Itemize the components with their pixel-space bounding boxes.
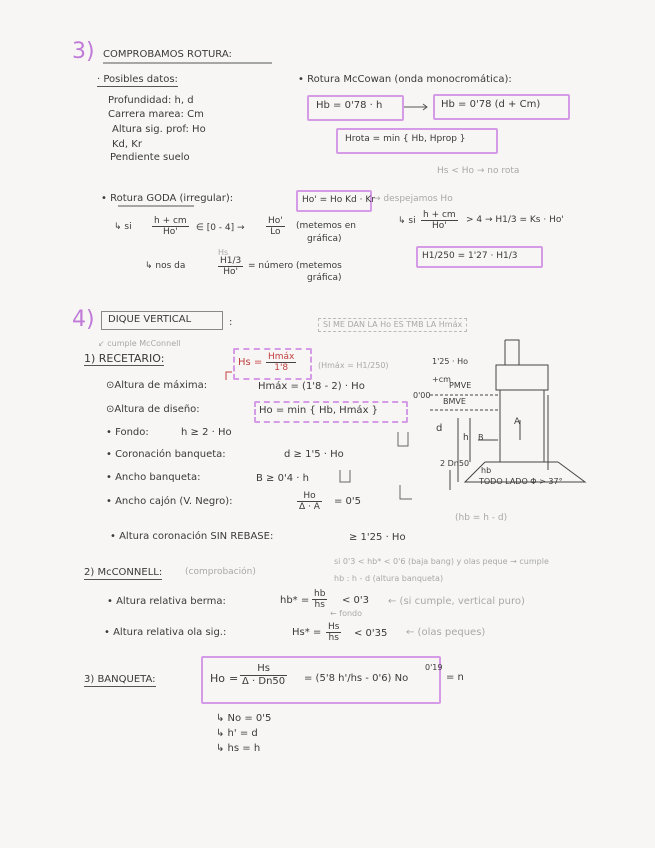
despejamos-note: → despejamos Ho	[373, 194, 453, 204]
data-item: Profundidad: h, d	[108, 95, 194, 106]
hb2-eq: Hb = 0'78 (d + Cm)	[441, 99, 541, 110]
fig-hb: hb	[481, 466, 492, 475]
hb-h-d-note: (hb = h - d)	[455, 513, 508, 523]
def-item: ↳ h' = d	[216, 728, 258, 739]
berma-note: ← (si cumple, vertical puro)	[388, 596, 525, 607]
nos-da-label: ↳ nos da	[145, 261, 186, 271]
fondo-label: • Fondo:	[106, 427, 149, 438]
fraction-3-num: h + cm	[423, 210, 456, 220]
ancho-c-num: Ho	[297, 491, 322, 502]
ancho-b-eq: B ≥ 0'4 · h	[256, 473, 309, 484]
ola-rhs: < 0'35	[354, 628, 388, 639]
fig-l125: 1'25 · Ho	[432, 357, 469, 366]
section-title-3: COMPROBAMOS ROTURA:	[103, 49, 232, 60]
fraction-2-num: Ho'	[268, 216, 283, 226]
berma-fraction	[312, 589, 327, 611]
hs-small: Hs	[218, 248, 229, 257]
h1250-eq: H1/250 = 1'27 · H1/3	[422, 251, 518, 261]
gt4-text: > 4 → H1/3 = Ks · Ho'	[466, 215, 564, 225]
coron-eq: d ≥ 1'5 · Ho	[284, 449, 344, 460]
ancho-c-label: • Ancho cajón (V. Negro):	[106, 496, 233, 507]
fig-d: d	[436, 423, 443, 434]
fig-cm: +cm	[432, 375, 451, 384]
mini-sketches	[340, 432, 412, 499]
coron-label: • Coronación banqueta:	[106, 449, 226, 460]
cumple-note: ↙ cumple McConnell	[98, 339, 181, 348]
note-box: SI ME DAN LA Ho ES TMB LA Hmáx	[318, 318, 467, 332]
fondo-eq: h ≥ 2 · Ho	[181, 427, 232, 438]
hmax-note: (Hmáx = H1/250)	[318, 361, 389, 370]
fig-b: B	[478, 433, 484, 442]
ola-fraction	[326, 622, 341, 644]
grafica-2: gráfica)	[307, 273, 342, 283]
fraction-4-den: Ho'	[223, 267, 238, 278]
hmax-den: 1'8	[274, 363, 289, 374]
ban-fraction	[240, 663, 287, 687]
ola-lhs: Hs* =	[292, 627, 322, 638]
alt-dis-label: ⊙Altura de diseño:	[106, 404, 200, 415]
mcconnell-note: (comprobación)	[185, 567, 256, 577]
recetario-heading: 1) RECETARIO:	[84, 352, 165, 365]
section-title-4: DIQUE VERTICAL	[108, 314, 192, 325]
range-text: ∈ [0 - 4] →	[196, 223, 245, 233]
si-label-2: ↳ si	[398, 216, 416, 226]
mcconnell-heading: 2) McCONNELL:	[84, 567, 163, 578]
fraction-4	[218, 256, 243, 278]
ban-result: = n	[446, 672, 464, 683]
faint-note: Hs < Ho → no rota	[437, 166, 520, 176]
section-number-4: 4)	[72, 307, 95, 332]
def-item: ↳ hs = h	[216, 743, 261, 754]
fraction-3	[421, 210, 458, 232]
ola-num: Hs	[328, 622, 340, 632]
ban-lhs: Ho	[210, 672, 226, 685]
fraction-2-den: Lo	[270, 227, 281, 238]
data-item: Carrera marea: Cm	[108, 109, 204, 120]
grafica-1: gráfica)	[307, 234, 342, 244]
data-item: Pendiente suelo	[110, 152, 190, 163]
ola-note: ← (olas peques)	[406, 627, 486, 638]
hrota-eq: Hrota = min { Hb, Hprop }	[345, 134, 466, 144]
ola-label: • Altura relativa ola sig.:	[104, 627, 227, 638]
numero-text: = número (metemos	[248, 261, 342, 271]
red-arrow	[226, 372, 232, 380]
fig-bmve: BMVE	[443, 397, 466, 406]
berma-num: hb	[314, 589, 326, 599]
mc-cond: si 0'3 < hb* < 0'6 (baja bang) y olas peque → cumple	[334, 557, 549, 566]
section-number-3: 3)	[72, 39, 95, 64]
hmax-fraction	[266, 352, 296, 374]
fraction-3-den: Ho'	[431, 221, 447, 232]
hb1-eq: Hb = 0'78 · h	[316, 100, 383, 111]
fraction-1-den: Ho'	[162, 227, 178, 238]
ban-den: Δ · Dn50	[242, 675, 286, 687]
ban-equals: =	[229, 672, 239, 685]
hs-eq-label: Hs =	[238, 357, 263, 368]
alt-cor-eq: ≥ 1'25 · Ho	[349, 532, 406, 543]
ola-den: hs	[328, 633, 339, 644]
alt-dis-eq: Ho = min { Hb, Hmáx }	[259, 405, 379, 416]
fraction-1-num: h + cm	[154, 216, 187, 226]
fig-l000: 0'00	[413, 391, 431, 400]
goda-heading: • Rotura GODA (irregular):	[101, 193, 234, 204]
fraction-1	[152, 216, 189, 238]
title-colon: :	[229, 317, 233, 328]
metemos-1: (metemos en	[296, 221, 356, 231]
ban-exp: 0'19	[425, 663, 443, 672]
mc-cond2: hb : h - d (altura banqueta)	[334, 574, 444, 583]
posibles-heading: · Posibles datos:	[97, 74, 178, 85]
fraction-4-num: H1/3	[220, 256, 242, 266]
fig-todo: TODO LADO Φ > 37°	[479, 477, 563, 486]
berma-label: • Altura relativa berma:	[107, 596, 226, 607]
ancho-c-den: Δ · A	[299, 502, 320, 513]
fig-a: A	[514, 417, 521, 427]
data-item: Altura sig. prof: Ho	[112, 124, 206, 135]
alt-max-eq: Hmáx = (1'8 - 2) · Ho	[258, 381, 365, 392]
banqueta-heading: 3) BANQUETA:	[84, 674, 156, 685]
fig-2doso: 2 Dn50	[440, 459, 470, 468]
alt-max-label: ⊙Altura de máxima:	[106, 380, 208, 391]
ban-rhs: = (5'8 h'/hs - 0'6) No	[304, 673, 409, 684]
berma-den: hs	[314, 600, 325, 611]
ancho-c-fraction	[297, 491, 322, 513]
goda-eq: Ho' = Ho Kd · Kr	[302, 195, 375, 205]
berma-fondo: ← fondo	[330, 609, 362, 618]
hmax-num: Hmáx	[268, 352, 295, 362]
ancho-c-val: = 0'5	[334, 496, 362, 507]
mccowan-heading: • Rotura McCowan (onda monocromática):	[298, 74, 512, 85]
si-label-1: ↳ si	[114, 222, 132, 232]
def-item: ↳ No = 0'5	[216, 713, 272, 724]
data-item: Kd, Kr	[112, 139, 142, 150]
fig-h: h	[463, 433, 469, 443]
ancho-b-label: • Ancho banqueta:	[106, 472, 201, 483]
berma-rhs: < 0'3	[342, 595, 370, 606]
alt-cor-label: • Altura coronación SIN REBASE:	[110, 531, 274, 542]
fraction-2	[266, 216, 285, 238]
ban-num: Hs	[240, 663, 287, 676]
fig-pmvez: PMVE	[449, 381, 472, 390]
berma-lhs: hb* =	[280, 595, 310, 606]
